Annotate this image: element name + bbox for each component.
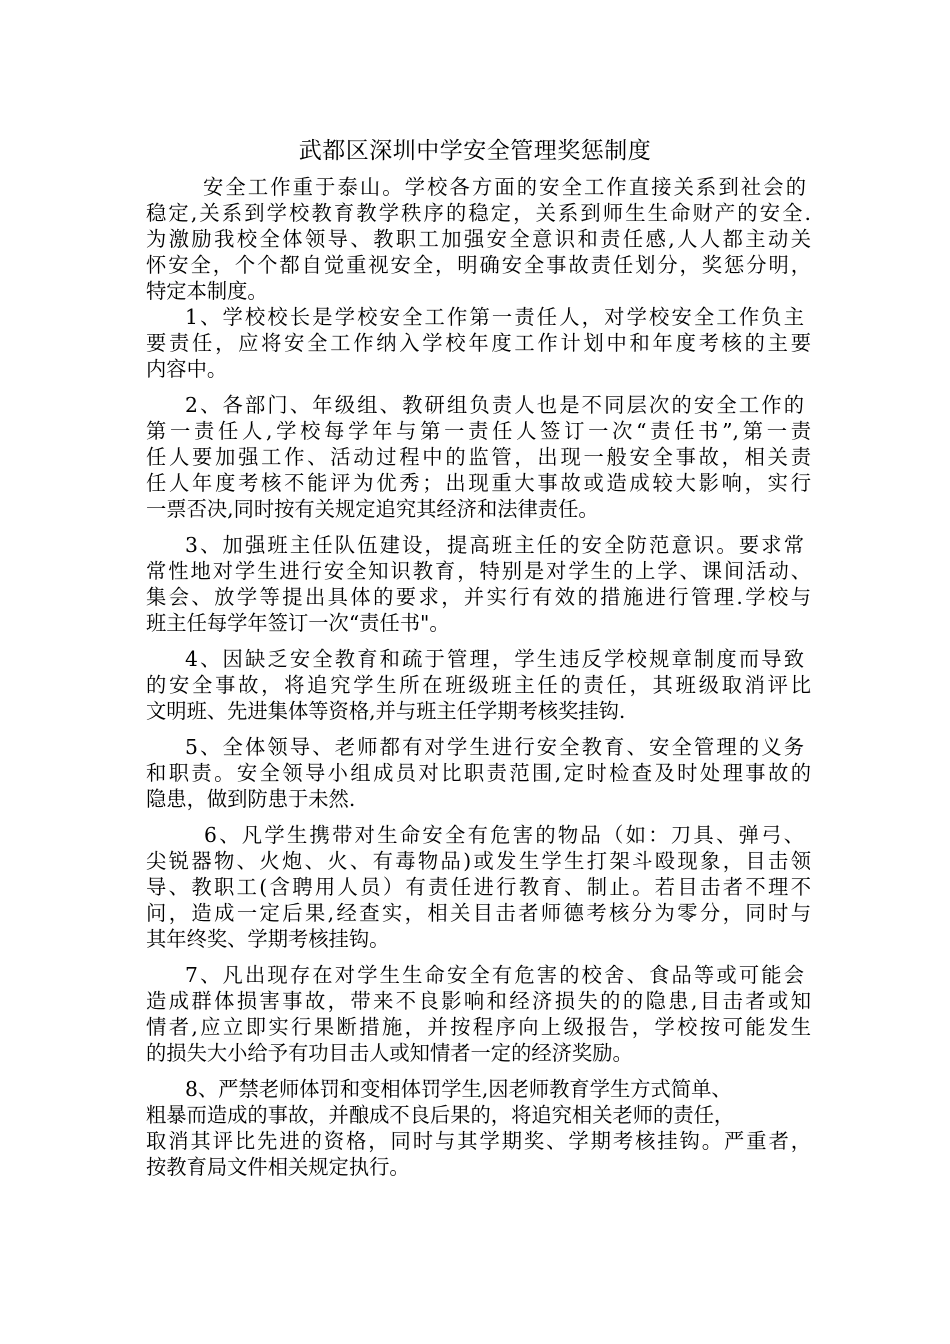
- item-7-line: 7、凡出现存在对学生生命安全有危害的校舍、食品等或可能会: [185, 963, 804, 987]
- intro-line: 为激励我校全体领导、教职工加强安全意识和责任感,人人都主动关: [146, 227, 811, 251]
- item-6-line: 尖锐器物、火炮、火、有毒物品)或发生学生打架斗殴现象，目击领: [146, 849, 811, 873]
- item-3-line: 集会、放学等提出具体的要求，并实行有效的措施进行管理.学校与: [146, 585, 811, 609]
- item-3-line: 3、加强班主任队伍建设，提高班主任的安全防范意识。要求常: [185, 533, 804, 557]
- intro-line: 怀安全，个个都自觉重视安全，明确安全事故责任划分，奖惩分明，: [146, 253, 811, 277]
- document-title: 武都区深圳中学安全管理奖惩制度: [298, 138, 652, 164]
- item-4-line: 文明班、先进集体等资格,并与班主任学期考核奖挂钩.: [146, 699, 626, 723]
- item-5-line: 隐患，做到防患于未然.: [146, 787, 356, 811]
- intro-line: 特定本制度。: [146, 279, 268, 303]
- item-6-line: 6、凡学生携带对生命安全有危害的物品（如：刀具、弹弓、: [204, 823, 804, 847]
- item-1-line: 要责任，应将安全工作纳入学校年度工作计划中和年度考核的主要: [146, 331, 811, 355]
- item-2-line: 第一责任人,学校每学年与第一责任人签订一次“责任书”,第一责: [146, 419, 811, 443]
- item-8-line: 按教育局文件相关规定执行。: [146, 1155, 410, 1179]
- item-2-line: 任人年度考核不能评为优秀；出现重大事故或造成较大影响，实行: [146, 471, 811, 495]
- item-4-line: 4、因缺乏安全教育和疏于管理，学生违反学校规章制度而导致: [185, 647, 804, 671]
- item-2-line: 任人要加强工作、活动过程中的监管，出现一般安全事故，相关责: [146, 445, 811, 469]
- item-8-line: 取消其评比先进的资格，同时与其学期奖、学期考核挂钩。严重者，: [146, 1129, 811, 1153]
- item-5-line: 和职责。安全领导小组成员对比职责范围,定时检查及时处理事故的: [146, 761, 811, 785]
- intro-line: 稳定,关系到学校教育教学秩序的稳定，关系到师生生命财产的安全.: [146, 201, 811, 225]
- item-3-line: 班主任每学年签订一次“责任书"。: [146, 611, 450, 635]
- item-1-line: 1、学校校长是学校安全工作第一责任人，对学校安全工作负主: [185, 305, 804, 329]
- item-6-line: 问，造成一定后果,经查实，相关目击者师德考核分为零分，同时与: [146, 901, 811, 925]
- item-1-line: 内容中。: [146, 357, 228, 381]
- item-8-line: 8、严禁老师体罚和变相体罚学生,因老师教育学生方式简单、: [185, 1077, 732, 1101]
- item-3-line: 常性地对学生进行安全知识教育，特别是对学生的上学、课间活动、: [146, 559, 811, 583]
- item-6-line: 导、教职工(含聘用人员）有责任进行教育、制止。若目击者不理不: [146, 875, 811, 899]
- item-7-line: 情者,应立即实行果断措施，并按程序向上级报告，学校按可能发生: [146, 1015, 811, 1039]
- item-6-line: 其年终奖、学期考核挂钩。: [146, 927, 390, 951]
- item-5-line: 5、全体领导、老师都有对学生进行安全教育、安全管理的义务: [185, 735, 804, 759]
- item-4-line: 的安全事故，将追究学生所在班级班主任的责任，其班级取消评比: [146, 673, 811, 697]
- item-7-line: 的损失大小给予有功目击人或知情者一定的经济奖励。: [146, 1041, 633, 1065]
- item-2-line: 2、各部门、年级组、教研组负责人也是不同层次的安全工作的: [185, 393, 804, 417]
- item-7-line: 造成群体损害事故，带来不良影响和经济损失的的隐患,目击者或知: [146, 989, 811, 1013]
- item-8-line: 粗暴而造成的事故，并酿成不良后果的，将追究相关老师的责任，: [146, 1103, 735, 1127]
- item-2-line: 一票否决,同时按有关规定追究其经济和法律责任。: [146, 497, 599, 521]
- intro-line: 安全工作重于泰山。学校各方面的安全工作直接关系到社会的: [203, 175, 806, 199]
